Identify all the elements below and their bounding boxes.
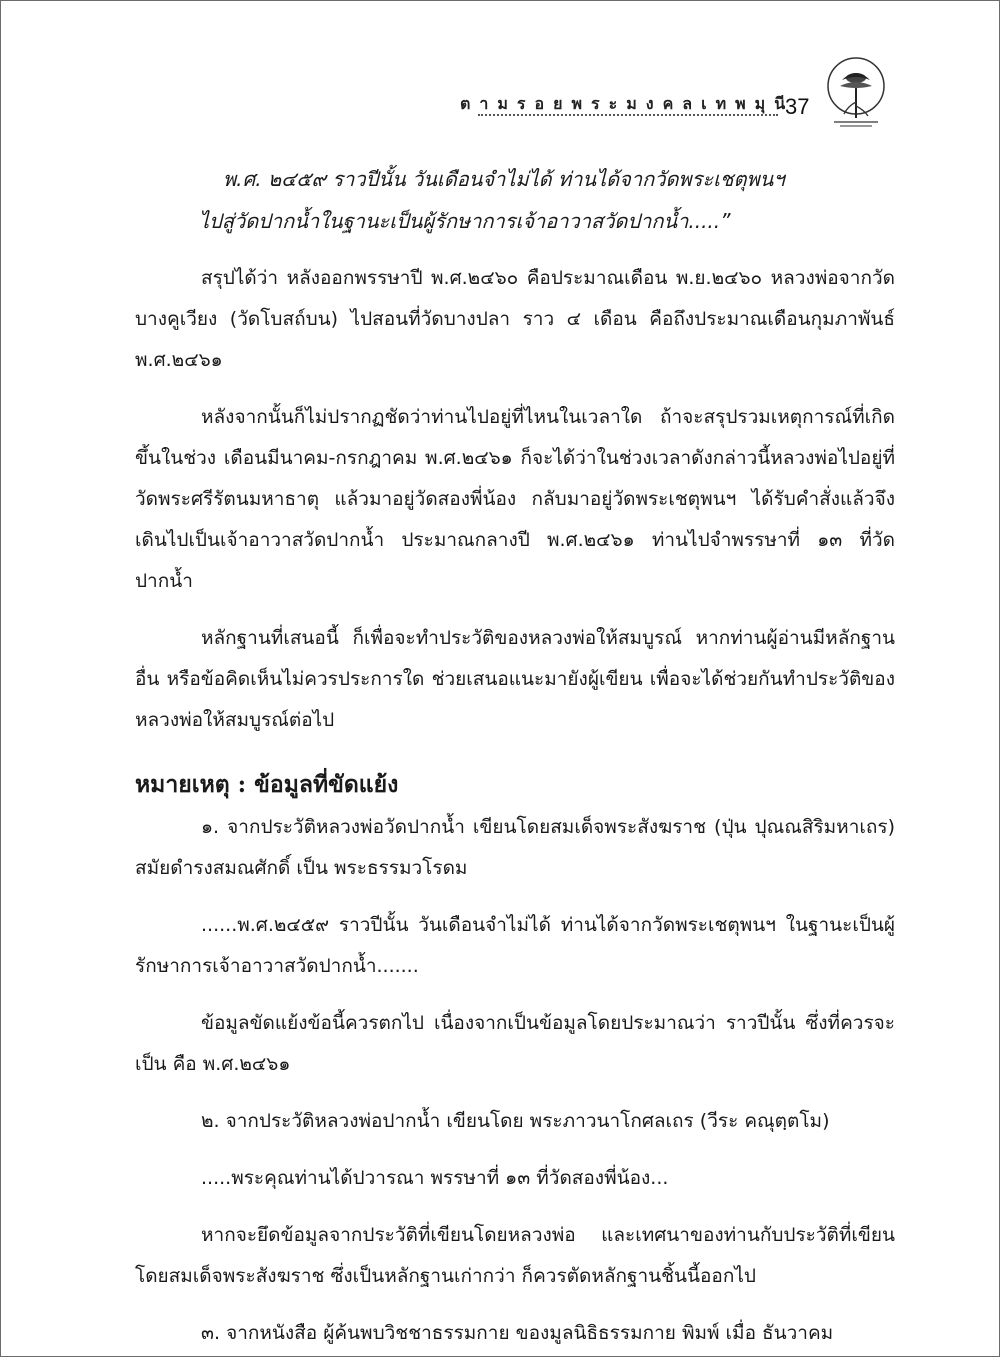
note-quote-2: .....พระคุณท่านได้ปวารณา พรรษาที่ ๑๓ ที่วัดสองพี่น้อง...	[201, 1167, 669, 1189]
quote-line-1: พ.ศ. ๒๔๕๙ ราวปีนั้น วันเดือนจำไม่ได้ ท่านได้จากวัดพระเชตุพนฯ	[223, 167, 785, 191]
note-comment-2: หากจะยึดข้อมูลจากประวัติที่เขียนโดยหลวงพ่อ และเทศนาของท่านกับประวัติที่เขียนโดยสมเด็จพระสังฆราช ซึ่งเป็นหลักฐานเก่ากว่า ก็ควรตัดหลักฐานชิ้นนี้ออกไป	[135, 1224, 895, 1287]
note-item-3: ๓. จากหนังสือ ผู้ค้นพบวิชชาธรรมกาย ของมูลนิธิธรรมกาย พิมพ์ เมื่อ ธันวาคม	[201, 1322, 834, 1344]
header-dotted-rule	[478, 114, 778, 116]
note-quote-1: ......พ.ศ.๒๔๕๙ ราวปีนั้น วันเดือนจำไม่ได้ ท่านได้จากวัดพระเชตุพนฯ ในฐานะเป็นผู้รักษาการเจ้าอาวาสวัดปากน้ำ.......	[135, 914, 895, 977]
paragraph-summary: สรุปได้ว่า หลังออกพรรษาปี พ.ศ.๒๔๖๐ คือประมาณเดือน พ.ย.๒๔๖๐ หลวงพ่อจากวัดบางคูเวียง (วัดโบสถ์บน) ไปสอนที่วัดบางปลา ราว ๔ เดือน คือถึงประมาณเดือนกุมภาพันธ์ พ.ศ.๒๔๖๑	[135, 267, 895, 371]
note-heading: หมายเหตุ : ข้อมูลที่ขัดแย้ง	[135, 771, 399, 798]
note-item-2: ๒. จากประวัติหลวงพ่อปากน้ำ เขียนโดย พระภาวนาโกศลเถร (วีระ คณุตฺตโม)	[201, 1110, 830, 1132]
opening-quote	[135, 158, 895, 242]
note-item-1: ๑. จากประวัติหลวงพ่อวัดปากน้ำ เขียนโดยสมเด็จพระสังฆราช (ปุ่น ปุณณสิริมหาเถร) สมัยดำรงสมณศักดิ์ เป็น พระธรรมวโรดม	[135, 816, 895, 879]
running-header	[460, 92, 850, 132]
paragraph-events: หลังจากนั้นก็ไม่ปรากฏชัดว่าท่านไปอยู่ที่ไหนในเวลาใด ถ้าจะสรุปรวมเหตุการณ์ที่เกิดขึ้นในช่วง เดือนมีนาคม-กรกฎาคม พ.ศ.๒๔๖๑ ก็จะได้ว่าในช่วงเวลาดังกล่าวนี้หลวงพ่อไปอยู่ที่วัดพระศรีรัตนมหาธาตุ แล้วมาอยู่วัดสองพี่น้อง กลับมาอยู่วัดพระเชตุพนฯ ได้รับคำสั่งแล้วจึงเดินไปเป็นเจ้าอาวาสวัดปากน้ำ ประมาณกลางปี พ.ศ.๒๔๖๑ ท่านไปจำพรรษาที่ ๑๓ ที่วัดปากน้ำ	[135, 406, 895, 592]
lotus-emblem-icon	[820, 56, 892, 136]
page-number: 37	[785, 94, 810, 119]
running-title: ตามรอยพระมงคลเทพมุนี	[460, 94, 795, 113]
quote-line-2: ไปสู่วัดปากน้ำในฐานะเป็นผู้รักษาการเจ้าอาวาสวัดปากน้ำ.....”	[199, 209, 731, 233]
paragraph-evidence: หลักฐานที่เสนอนี้ ก็เพื่อจะทำประวัติของหลวงพ่อให้สมบูรณ์ หากท่านผู้อ่านมีหลักฐานอื่น หรือข้อคิดเห็นไม่ควรประการใด ช่วยเสนอแนะมายังผู้เขียน เพื่อจะได้ช่วยกันทำประวัติของหลวงพ่อให้สมบูรณ์ต่อไป	[135, 627, 895, 731]
note-comment-1: ข้อมูลขัดแย้งข้อนี้ควรตกไป เนื่องจากเป็นข้อมูลโดยประมาณว่า ราวปีนั้น ซึ่งที่ควรจะเป็น คือ พ.ศ.๒๔๖๑	[135, 1012, 895, 1075]
page-body	[135, 158, 895, 1354]
